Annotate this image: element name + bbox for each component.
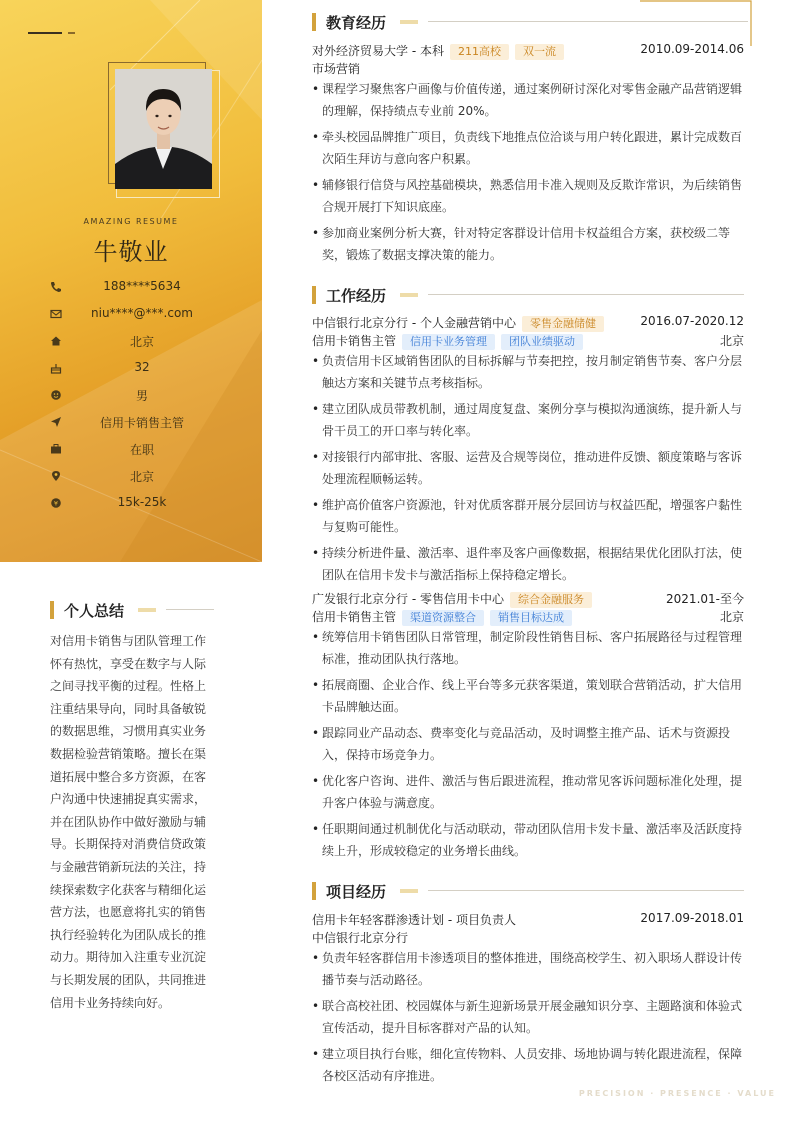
- briefcase-icon: [50, 443, 62, 455]
- sidebar-accent-dot: [68, 32, 75, 34]
- cake-icon: [50, 362, 62, 374]
- work-title-line: [428, 294, 744, 295]
- info-age: [44, 358, 244, 378]
- age-value: 32: [134, 360, 150, 374]
- summary-title-tick: [138, 608, 156, 612]
- svg-text:¥: ¥: [53, 499, 59, 508]
- education-entry: [312, 42, 744, 270]
- info-gender: [44, 385, 244, 405]
- project-date: 2017.09-2018.01: [640, 911, 744, 925]
- education-bullets: [312, 78, 744, 266]
- project-title-tick: [400, 889, 418, 893]
- education-title: 教育经历: [326, 14, 387, 32]
- salary-icon: [50, 497, 62, 509]
- info-email: [44, 304, 244, 324]
- work-city: 北京: [719, 610, 744, 624]
- list-item: • 对接银行内部审批、客服、运营及合规等岗位，推动进件反馈、额度策略与客诉处理流程顺畅运转。: [312, 446, 744, 490]
- corner-decoration: [640, 0, 752, 46]
- work-tag: 团队业绩驱动: [501, 334, 583, 350]
- status-value: 在职: [129, 443, 154, 457]
- phone-value: 188****5634: [103, 279, 181, 293]
- education-badge: 双一流: [515, 44, 564, 60]
- position-value: 信用卡销售主管: [99, 416, 184, 430]
- info-phone: [44, 277, 244, 297]
- summary-accent-bar: [50, 601, 54, 619]
- list-item: • 拓展商圈、企业合作、线上平台等多元获客渠道，策划联合营销活动，扩大信用卡品牌触达面。: [312, 674, 744, 718]
- project-bullets: [312, 947, 744, 1087]
- send-icon: [50, 416, 62, 428]
- education-school: 对外经济贸易大学 - 本科: [312, 44, 444, 58]
- list-item: • 牵头校园品牌推广项目，负责线下地推点位洽谈与用户转化跟进，累计完成数百次陌生拜访与意向客户积累。: [312, 126, 744, 170]
- list-item: • 跟踪同业产品动态、费率变化与竞品活动，及时调整主推产品、话术与资源投入，保持市场竞争力。: [312, 722, 744, 766]
- work-entry-1: [312, 314, 744, 590]
- work-role: 信用卡销售主管: [312, 334, 397, 348]
- info-position: [44, 412, 244, 432]
- summary-text: 对信用卡销售与团队管理工作怀有热忱，享受在数字与人际之间寻找平衡的过程。性格上注重结果导向，同时具备敏锐的数据思维，习惯用真实业务数据检验营销策略。擅长在渠道拓展中整合多方资源，在客户沟通中快速捕捉真实需求，并在团队协作中做好激励与辅导。长期保持对消费信贷政策与金融营销新玩法的关注，持续探索数字化获客与精细化运营方法，也愿意将扎实的销售执行经验转化为团队成长的推动力。期待加入注重专业沉淀与长期发展的团队，共同推进信用卡业务持续向好。: [50, 634, 207, 1010]
- gender-value: 男: [135, 389, 148, 403]
- education-accent-bar: [312, 13, 316, 31]
- work-role: 信用卡销售主管: [312, 610, 397, 624]
- home-icon: [50, 335, 62, 347]
- list-item: • 联合高校社团、校园媒体与新生迎新场景开展金融知识分享、主题路演和体验式宣传活动，提升目标客群对产品的认知。: [312, 995, 744, 1039]
- avatar: [115, 69, 212, 189]
- info-city: [44, 466, 244, 486]
- work-bullets: [312, 626, 744, 862]
- list-item: • 建立团队成员带教机制，通过周度复盘、案例分享与模拟沟通演练，提升新人与骨干员工的开口率与转化率。: [312, 398, 744, 442]
- list-item: • 持续分析进件量、激活率、退件率及客户画像数据，根据结果优化团队打法，使团队在信用卡发卡与激活指标上保持稳定增长。: [312, 542, 744, 586]
- work-title-tick: [400, 293, 418, 297]
- candidate-name: 牛敬业: [93, 238, 169, 266]
- footer-motto: PRECISION · PRESENCE · VALUE: [578, 1089, 776, 1098]
- sidebar-accent-line: [28, 32, 62, 34]
- location-icon: [50, 470, 62, 482]
- education-title-tick: [400, 20, 418, 24]
- work-bullets: [312, 350, 744, 586]
- list-item: • 维护高价值客户资源池，针对优质客群开展分层回访与权益匹配，增强客户黏性与复购可能性。: [312, 494, 744, 538]
- resume-tagline: AMAZING RESUME: [83, 217, 179, 226]
- list-item: • 辅修银行信贷与风控基础模块，熟悉信用卡准入规则及反欺诈常识，为后续销售合规开展打下知识底座。: [312, 174, 744, 218]
- email-value: niu****@***.com: [91, 306, 193, 320]
- work-company: 中信银行北京分行 - 个人金融营销中心: [312, 316, 516, 330]
- work-date: 2016.07-2020.12: [640, 314, 744, 328]
- gender-icon: [50, 389, 62, 401]
- phone-icon: [50, 281, 62, 293]
- info-home: [44, 331, 244, 351]
- work-city: 北京: [719, 334, 744, 348]
- work-date: 2021.01-至今: [666, 592, 744, 606]
- list-item: • 优化客户咨询、进件、激活与售后跟进流程，推动常见客诉问题标准化处理，提升客户体验与满意度。: [312, 770, 744, 814]
- summary-title-line: [166, 609, 214, 610]
- list-item: • 任职期间通过机制优化与活动联动，带动团队信用卡发卡量、激活率及活跃度持续上升，形成较稳定的业务增长曲线。: [312, 818, 744, 862]
- info-salary: [44, 493, 244, 513]
- project-entry: [312, 911, 744, 1091]
- work-tag: 信用卡业务管理: [402, 334, 495, 350]
- work-badge: 零售金融储健: [522, 316, 604, 332]
- work-tag: 渠道资源整合: [402, 610, 484, 626]
- mail-icon: [50, 308, 62, 320]
- work-accent-bar: [312, 286, 316, 304]
- project-name: 信用卡年轻客群渗透计划 - 项目负责人: [312, 913, 516, 927]
- work-badge: 综合金融服务: [510, 592, 592, 608]
- work-title: 工作经历: [326, 287, 387, 305]
- project-title: 项目经历: [326, 883, 387, 901]
- work-tag: 销售目标达成: [490, 610, 572, 626]
- education-major: 市场营销: [312, 62, 361, 76]
- project-title-line: [428, 890, 744, 891]
- info-status: [44, 439, 244, 459]
- education-badge: 211高校: [450, 44, 509, 60]
- list-item: • 参加商业案例分析大赛，针对特定客群设计信用卡权益组合方案，获校级二等奖，锻炼了数据支撑决策的能力。: [312, 222, 744, 266]
- work-company: 广发银行北京分行 - 零售信用卡中心: [312, 592, 504, 606]
- summary-title: 个人总结: [64, 602, 125, 620]
- list-item: • 负责信用卡区域销售团队的目标拆解与节奏把控，按月制定销售节奏、客户分层触达方案和关键节点考核指标。: [312, 350, 744, 394]
- city-value: 北京: [129, 470, 154, 484]
- salary-value: 15k-25k: [117, 495, 167, 509]
- list-item: • 课程学习聚焦客户画像与价值传递，通过案例研讨深化对零售金融产品营销逻辑的理解，保持绩点专业前 20%。: [312, 78, 744, 122]
- work-entry-2: [312, 590, 744, 866]
- project-accent-bar: [312, 882, 316, 900]
- sidebar: [0, 0, 262, 562]
- project-org: 中信银行北京分行: [312, 931, 409, 945]
- list-item: • 统筹信用卡销售团队日常管理，制定阶段性销售目标、客户拓展路径与过程管理标准，推动团队执行落地。: [312, 626, 744, 670]
- list-item: • 负责年轻客群信用卡渗透项目的整体推进，围绕高校学生、初入职场人群设计传播节奏与活动路径。: [312, 947, 744, 991]
- education-date: 2010.09-2014.06: [640, 42, 744, 56]
- list-item: • 建立项目执行台账，细化宣传物料、人员安排、场地协调与转化跟进流程，保障各校区活动有序推进。: [312, 1043, 744, 1087]
- hometown-value: 北京: [129, 335, 154, 349]
